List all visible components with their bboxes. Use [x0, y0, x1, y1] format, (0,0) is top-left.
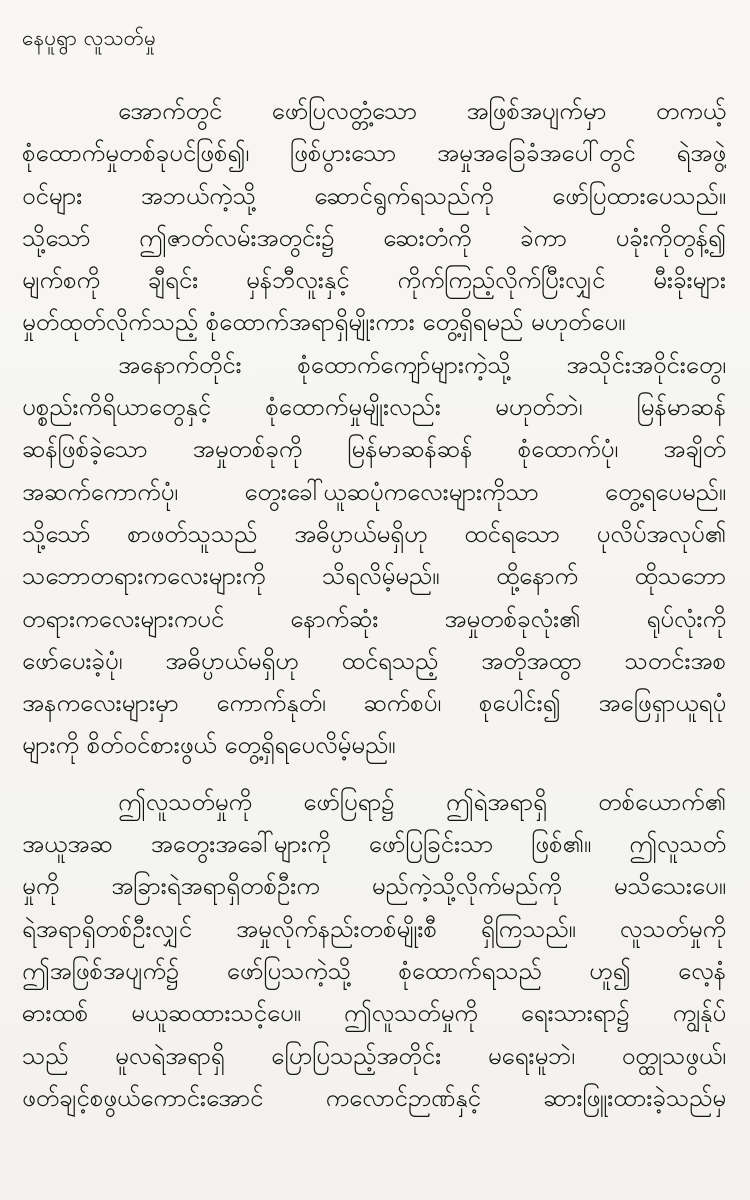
text-line: ပစ္စည်းကိရိယာတွေနှင့် စုံထောက်မှုမျိုးလည်း မဟုတ်ဘဲ၊ မြန်မာဆန် [22, 393, 726, 422]
text-line: မှုတ်ထုတ်လိုက်သည့် စုံထောက်အရာရှိမျိုးကား တွေ့ရှိရမည် မဟုတ်ပေ။ [22, 308, 626, 337]
text-line: ဖတ်ချင့်စဖွယ်ကောင်းအောင် ကလောင်ဉာဏ်နှင့် ဆားဖြူးထားခဲ့သည်မှ [22, 1083, 726, 1112]
text-line: တရားကလေးများကပင် နောက်ဆုံး အမှုတစ်ခုလုံး၏ ရုပ်လုံးကို [22, 604, 726, 633]
text-line: ဝင်များ အဘယ်ကဲ့သို့ ဆောင်ရွက်ရသည်ကို ဖော်ပြထားပေသည်။ [22, 181, 726, 210]
text-line: ဤလူသတ်မှုကို ဖော်ပြရာ၌ ဤရဲအရာရှိ တစ်ယောက်၏ [118, 787, 726, 816]
text-line: ဖော်ပေးခဲ့ပုံ၊ အဓိပ္ပာယ်မရှိဟု ထင်ရသည့် အတိုအထွာ သတင်းအစ [22, 646, 726, 675]
text-line: အနကလေးများမှာ ကောက်နုတ်၊ ဆက်စပ်၊ စုပေါင်း၍ အဖြေရှာယူရပုံ [22, 689, 726, 718]
text-line: သို့သော် ဤဇာတ်လမ်းအတွင်း၌ ဆေးတံကို ခဲကာ ပခုံးကိုတွန့်၍ [22, 223, 726, 252]
text-line: အဆက်ကောက်ပုံ၊ တွေးခေါ်ယူဆပုံကလေးများကိုသာ တွေ့ရပေမည်။ [22, 477, 726, 506]
paragraph-3 [22, 781, 726, 1119]
paragraph-2 [22, 344, 726, 767]
text-line: မျက်စကို ချီရင်း မှန်ဘီလူးနှင့် ကိုက်ကြည့်လိုက်ပြီးလျှင် မီးခိုးများ [22, 266, 726, 295]
text-line: သဘောတရားကလေးများကို သိရလိမ့်မည်။ ထို့နောက် ထိုသဘော [22, 562, 726, 591]
paragraph-1 [22, 90, 726, 344]
text-line: ဤအဖြစ်အပျက်၌ ဖော်ပြသကဲ့သို့ စုံထောက်ရသည် ဟူ၍ လေ့နံ [22, 956, 726, 985]
text-line: သို့သော် စာဖတ်သူသည် အဓိပ္ပာယ်မရှိဟု ထင်ရသော ပုလိပ်အလုပ်၏ [22, 519, 726, 548]
text-line: သည် မူလရဲအရာရှိ ပြောပြသည့်အတိုင်း မရေးမူဘဲ၊ ဝတ္ထုသဖွယ်၊ [22, 1041, 726, 1070]
text-line: ဓားထစ် မယူဆထားသင့်ပေ။ ဤလူသတ်မှုကို ရေးသားရာ၌ ကျွန်ုပ် [22, 999, 726, 1028]
text-line: များကို စိတ်ဝင်စားဖွယ် တွေ့ရှိရပေလိမ့်မည်။ [22, 731, 396, 760]
text-line: အောက်တွင် ဖော်ပြလတ္တံ့သော အဖြစ်အပျက်မှာ တကယ့် [118, 97, 726, 125]
text-line: ရဲအရာရှိတစ်ဦးလျှင် အမှုလိုက်နည်းတစ်မျိုးစီ ရှိကြသည်။ လူသတ်မှုကို [22, 914, 726, 943]
text-line: ဆန်ဖြစ်ခဲ့သော အမှုတစ်ခုကို မြန်မာဆန်ဆန် စုံထောက်ပုံ၊ အချိတ် [22, 435, 726, 464]
running-header: နေပူရွာ လူသတ်မှု [22, 26, 157, 50]
body-text [22, 90, 726, 1119]
text-line: မှုကို အခြားရဲအရာရှိတစ်ဦးက မည်ကဲ့သို့လိုက်မည်ကို မသိသေးပေ။ [22, 872, 726, 901]
text-line: စုံထောက်မှုတစ်ခုပင်ဖြစ်၍၊ ဖြစ်ပွားသော အမှုအခြေခံအပေါ်တွင် ရဲအဖွဲ့ [22, 139, 726, 168]
paragraph-spacer [22, 767, 726, 781]
text-line: အနောက်တိုင်း စုံထောက်ကျော်များကဲ့သို့ အသိုင်းအဝိုင်းတွေ၊ [118, 350, 726, 379]
text-line: အယူအဆ အတွေးအခေါ်များကို ဖော်ပြခြင်းသာ ဖြစ်၏။ ဤလူသတ် [22, 830, 726, 859]
